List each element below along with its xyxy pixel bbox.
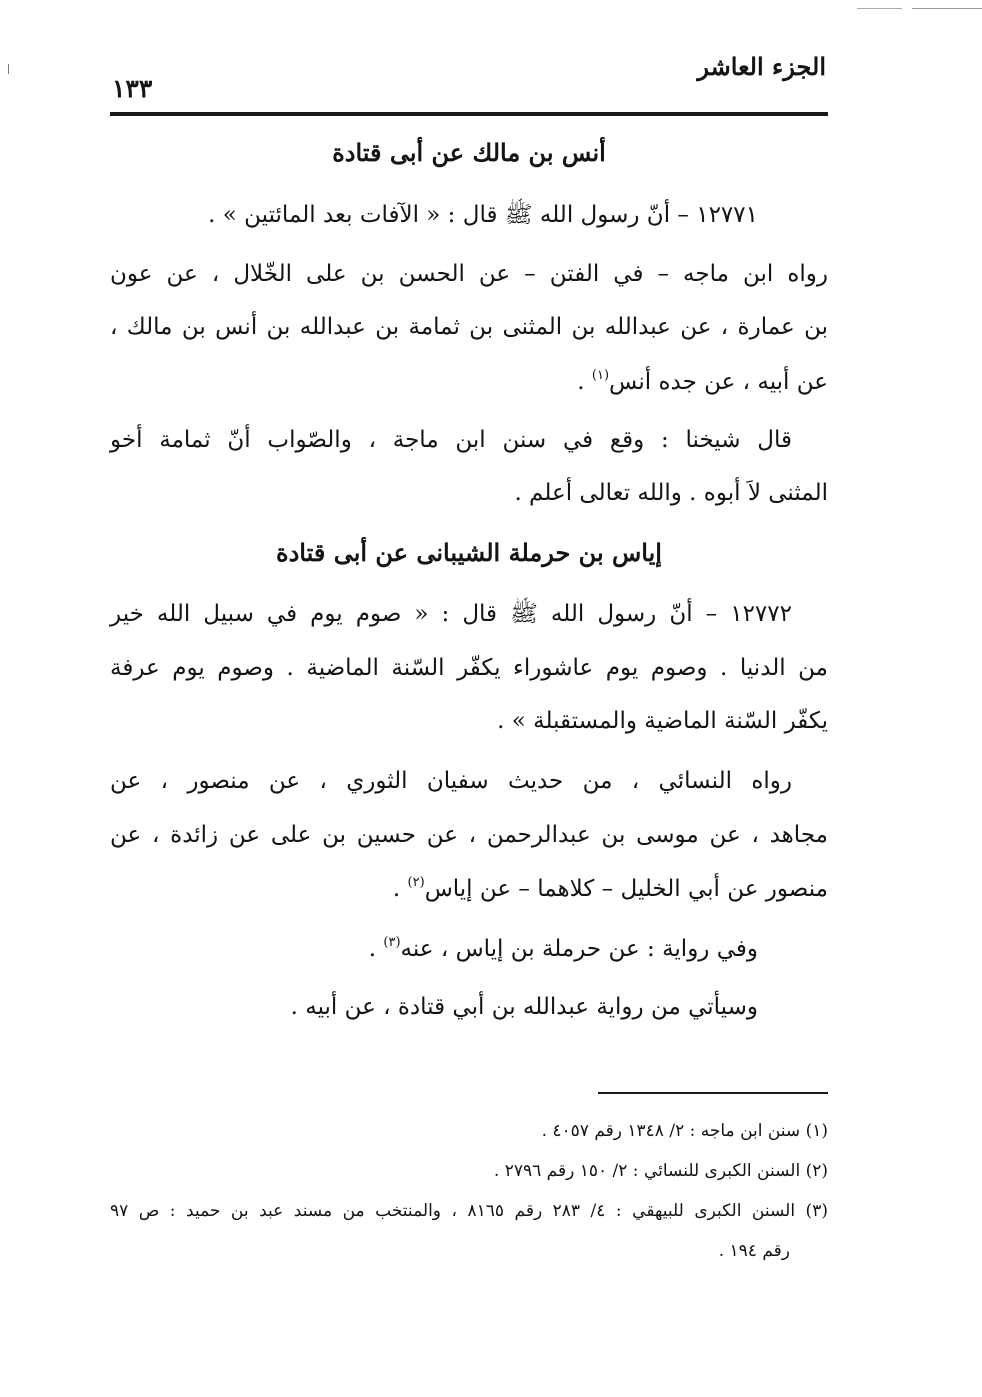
footnote-2: (٢) السنن الكبرى للنسائي : ٢/ ١٥٠ رقم ٢٧٩٦ . (493, 1161, 828, 1181)
section-heading-anas: أنس بن مالك عن أبى قتادة (332, 138, 606, 167)
scan-tick-mark (8, 64, 9, 74)
paragraph-line: مجاهد ، عن موسى بن عبدالرحمن ، عن حسين بن على عن زائدة ، عن (110, 822, 828, 848)
paragraph-line (110, 876, 828, 901)
paragraph-line: بن عمارة ، عن عبدالله بن المثنى بن ثمامة بن عبدالله بن أنس بن مالك ، (110, 314, 828, 340)
footnote-3: (٣) السنن الكبرى للبيهقي : ٤/ ٢٨٣ رقم ٨١٦٥ ، والمنتخب من مسند عبد بن حميد : ص ٩٧ (110, 1201, 828, 1221)
footnote-3-continued: رقم ١٩٤ . (718, 1241, 790, 1261)
paragraph-text: عن أبيه ، عن جده أنس (609, 369, 828, 395)
paragraph-text: وفي رواية : عن حرملة بن إياس ، عنه (400, 936, 758, 962)
paragraph-line: المثنى لاَ أبوه . والله تعالى أعلم . (514, 480, 828, 506)
hadith-12772-line: من الدنيا . وصوم يوم عاشوراء يكفّر السّنة الماضية . وصوم يوم عرفة (110, 655, 828, 681)
footnote-rule (598, 1092, 828, 1094)
running-header (110, 48, 828, 104)
paragraph-line: رواه النسائي ، من حديث سفيان الثوري ، عن منصور ، عن (110, 768, 792, 794)
header-rule (110, 112, 828, 116)
running-title: الجزء العاشر (697, 52, 826, 81)
footnote-ref-1: (١) (591, 368, 610, 383)
section-heading-iyas: إياس بن حرملة الشيبانى عن أبى قتادة (276, 538, 662, 567)
hadith-12772-line: يكفّر السّنة الماضية والمستقبلة » . (497, 708, 828, 734)
paragraph-line (110, 369, 828, 394)
paragraph-text: منصور عن أبي الخليل – كلاهما – عن إياس (424, 876, 828, 902)
hadith-12772-line: ١٢٧٧٢ – أنّ رسول الله ﷺ قال : « صوم يوم في سبيل الله خير (110, 601, 792, 627)
footnote-ref-3: (٣) (383, 935, 401, 950)
footnote-ref-2: (٢) (407, 875, 425, 890)
paragraph-line: وسيأتي من رواية عبدالله بن أبي قتادة ، عن أبيه . (290, 994, 758, 1020)
scan-edge-mark (912, 8, 982, 11)
paragraph-line (110, 936, 828, 961)
page-number: ١٣٣ (112, 74, 153, 103)
paragraph-end: . (577, 369, 592, 395)
footnote-1: (١) سنن ابن ماجه : ٢/ ١٣٤٨ رقم ٤٠٥٧ . (541, 1121, 828, 1141)
paragraph-end: . (368, 936, 384, 962)
hadith-12771: ١٢٧٧١ – أنّ رسول الله ﷺ قال : « الآفات بعد المائتين » . (208, 202, 758, 228)
paragraph-line: رواه ابن ماجه – في الفتن – عن الحسن بن على الخّلال ، عن عون (110, 261, 828, 287)
book-page (110, 48, 828, 1368)
paragraph-end: . (392, 876, 408, 902)
paragraph-line: قال شيخنا : وقع في سنن ابن ماجة ، والصّواب أنّ ثمامة أخو (110, 427, 792, 453)
